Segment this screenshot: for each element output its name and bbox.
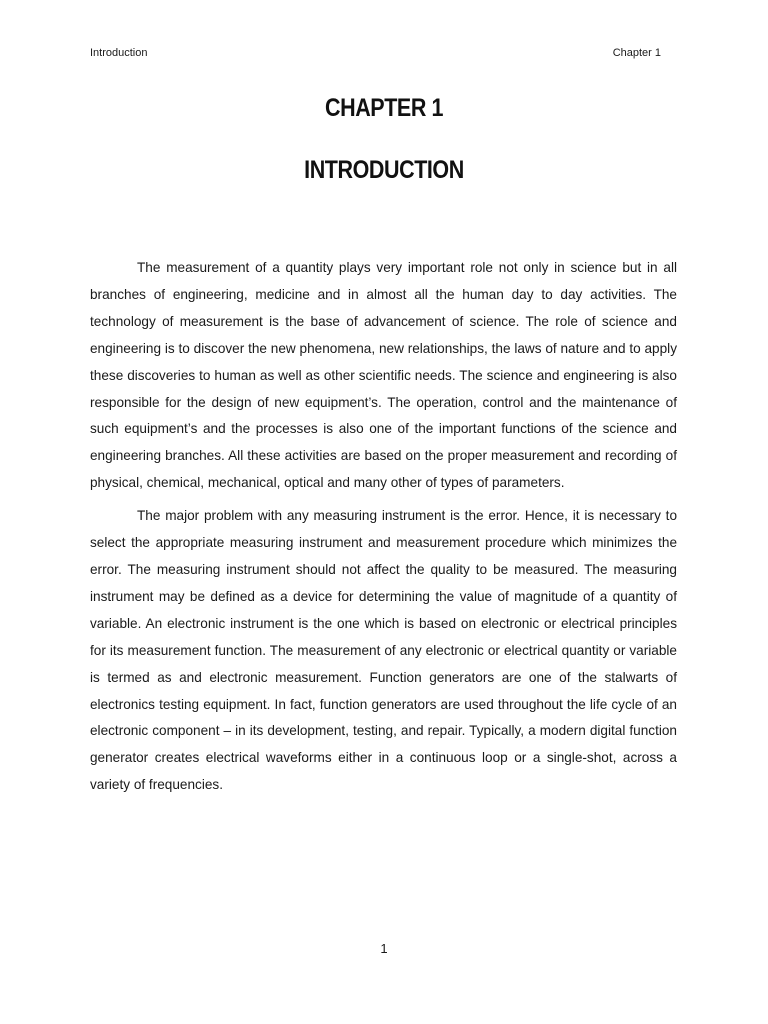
header-section-title: Introduction [90, 47, 148, 59]
chapter-title-heading: INTRODUCTION [304, 156, 464, 184]
paragraph-1: The measurement of a quantity plays very important role not only in science but in all branches of engineering, medicine and in almost all the human day to day activities. The technology of measurement is the base of advancement of science. The role of science and engineering is to discover the new phenomena, new relationships, the laws of nature and to apply these discoveries to human as well as other scientific needs. The science and engineering is also responsible for the design of new equipment’s. The operation, control and the maintenance of such equipment’s and the processes is also one of the important functions of the science and engineering branches. All these activities are based on the proper measurement and recording of physical, chemical, mechanical, optical and many other of types of parameters. [90, 260, 677, 491]
paragraph-2: The major problem with any measuring instrument is the error. Hence, it is necessary to select the appropriate measuring instrument and measurement procedure which minimizes the error. The measuring instrument should not affect the quality to be measured. The measuring instrument may be defined as a device for determining the value of magnitude of a quantity of variable. An electronic instrument is the one which is based on electronic or electrical principles for its measurement function. The measurement of any electronic or electrical quantity or variable is termed as and electronic measurement. Function generators are one of the stalwarts of electronics testing equipment. In fact, function generators are used throughout the life cycle of an electronic component – in its development, testing, and repair. Typically, a modern digital function generator creates electrical waveforms either in a continuous loop or a single-shot, across a variety of frequencies. [90, 508, 677, 793]
running-header [90, 45, 661, 61]
header-chapter-label: Chapter 1 [612, 47, 661, 59]
page-number: 1 [380, 941, 388, 956]
body-text [90, 255, 677, 805]
chapter-number-heading: CHAPTER 1 [325, 94, 443, 122]
